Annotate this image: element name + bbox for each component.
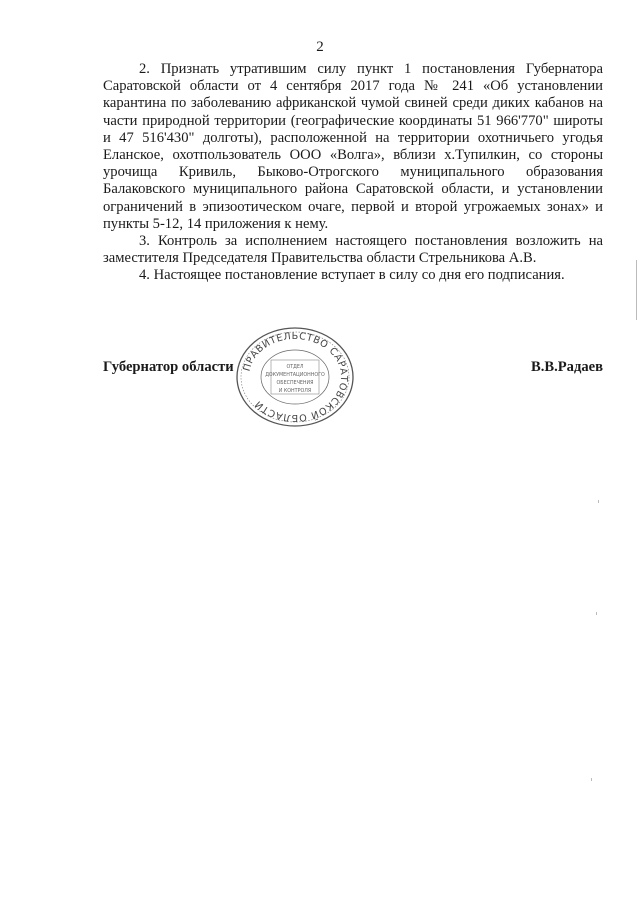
seal-inner-line-4: И КОНТРОЛЯ (278, 389, 312, 394)
signatory-position: Губернатор области (103, 359, 234, 375)
document-body (103, 61, 603, 285)
seal-inner-line-1: ОТДЕЛ (286, 365, 304, 370)
seal-inner-line-2: ДОКУМЕНТАЦИОННОГО (265, 373, 325, 378)
seal-graphic (227, 322, 363, 432)
page-number: 2 (316, 39, 324, 55)
signatory-name: В.В.Радаев (530, 359, 603, 375)
paragraph-2: 2. Признать утратившим силу пункт 1 постановления Губернатора Саратовской области от 4 сентября 2017 года № 241 «Об установлении карантина по заболеванию африканской чумой свиней среди диких кабанов на части природной территории (географические координаты 51 966'770" широты и 47 516'430" долготы), расположенной на территории охотничьего угодья Еланское, охотпользователь ООО «Волга», вблизи х.Тупилкин, со стороны урочища Кривиль, Быково-Отрогского муниципального образования Балаковского муниципального района Саратовской области, и установлении ограничений в эпизоотическом очаге, первой и второй угрожаемых зонах» и пункты 5-12, 14 приложения к нему. (103, 61, 603, 232)
paragraph-3: 3. Контроль за исполнением настоящего постановления возложить на заместителя Председателя Правительства области Стрельникова А.В. (103, 233, 603, 267)
scan-dot-artifact (596, 612, 597, 615)
scan-dot-artifact (591, 778, 592, 781)
paragraph-4: 4. Настоящее постановление вступает в силу со дня его подписания. (139, 267, 565, 284)
scan-edge-artifact (636, 260, 637, 320)
seal-outer-text: ПРАВИТЕЛЬСТВО САРАТОВСКОЙ ОБЛАСТИ (241, 330, 350, 424)
official-seal (227, 322, 363, 432)
seal-inner-line-3: ОБЕСПЕЧЕНИЯ (276, 381, 314, 386)
scan-dot-artifact (598, 500, 599, 503)
